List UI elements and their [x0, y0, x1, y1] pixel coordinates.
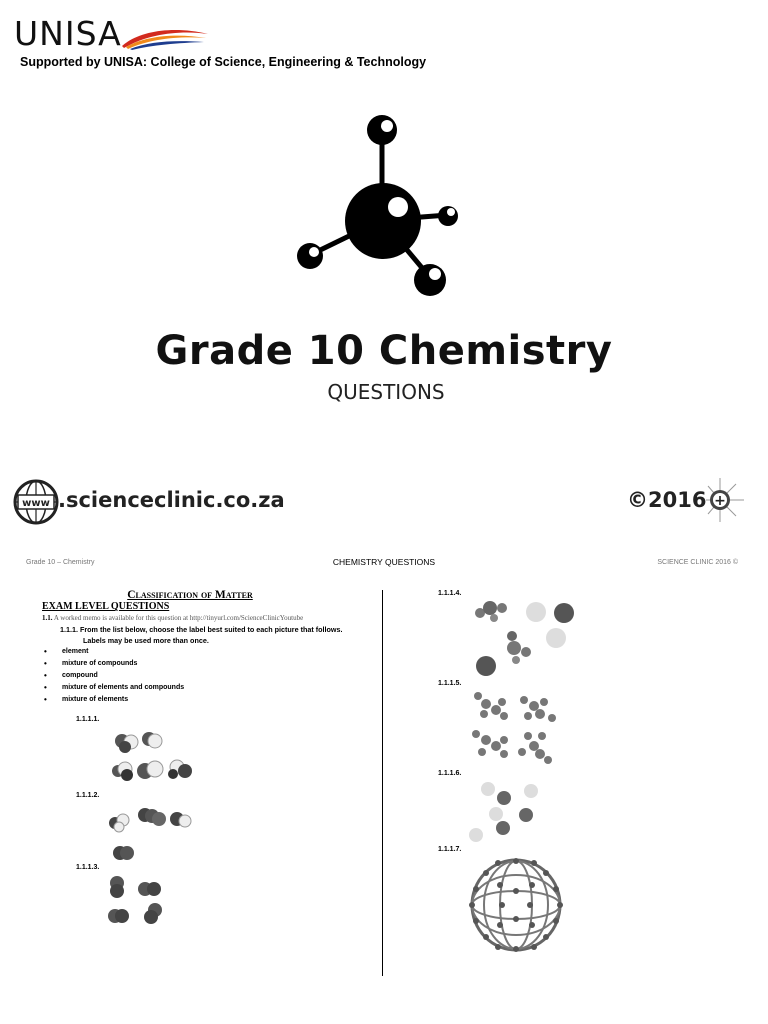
- header-left: Grade 10 – Chemistry: [26, 559, 95, 566]
- header-right: SCIENCE CLINIC 2016 ©: [657, 559, 738, 566]
- fullerene-picture: [466, 855, 566, 955]
- intro-number: 1.1.: [42, 614, 53, 622]
- header-center: CHEMISTRY QUESTIONS: [332, 557, 436, 567]
- molecule-icon: [290, 110, 470, 305]
- molecule-picture-5: [468, 688, 563, 770]
- cover-subtitle: QUESTIONS: [327, 380, 445, 404]
- question-intro: [42, 614, 303, 622]
- sub-question-label: 1.1.1.6.: [438, 770, 462, 777]
- sub-question-label: 1.1.1.3.: [76, 864, 100, 871]
- copyright-text: ©2016: [627, 488, 707, 512]
- option-item: • mixture of elements and compounds: [42, 682, 184, 694]
- sub-question-label: 1.1.1.7.: [438, 846, 462, 853]
- unisa-logo-text: UNISA: [14, 14, 122, 53]
- label-options-list: [42, 646, 184, 706]
- option-item: • compound: [42, 670, 184, 682]
- svg-text:+: +: [714, 493, 726, 509]
- question-line-1: From the list below, choose the label best suited to each picture that follows.: [79, 625, 343, 634]
- section-title: Classification of Matter: [127, 589, 253, 601]
- question-text: [60, 624, 380, 646]
- molecule-picture-1: [105, 727, 200, 787]
- globe-icon: [12, 478, 60, 526]
- molecule-picture-6: [468, 778, 543, 843]
- sub-question-label: 1.1.1.1.: [76, 716, 100, 723]
- science-clinic-logo-icon: [704, 476, 754, 524]
- sub-question-label: 1.1.1.4.: [438, 590, 462, 597]
- question-number: 1.1.1.: [60, 625, 78, 634]
- question-line-2: Labels may be used more than once.: [83, 636, 209, 645]
- supported-by-text: Supported by UNISA: College of Science, Engineering & Technology: [20, 55, 427, 69]
- molecule-picture-3: [105, 873, 175, 928]
- molecule-picture-2: [105, 803, 200, 865]
- intro-text[interactable]: A worked memo is available for this question at http://tinyurl.com/ScienceClinicYoutube: [53, 614, 304, 622]
- option-item: • mixture of elements: [42, 694, 184, 706]
- option-item: • mixture of compounds: [42, 658, 184, 670]
- www-badge: www: [22, 498, 50, 509]
- exam-level-heading: EXAM LEVEL QUESTIONS: [42, 601, 170, 612]
- sub-question-label: 1.1.1.5.: [438, 680, 462, 687]
- column-divider: [382, 590, 383, 976]
- cover-title: Grade 10 Chemistry: [155, 328, 613, 374]
- website-link[interactable]: .scienceclinic.co.za: [58, 488, 285, 512]
- sub-question-label: 1.1.1.2.: [76, 792, 100, 799]
- option-item: • element: [42, 646, 184, 658]
- unisa-logo-swoosh-icon: [120, 24, 210, 50]
- molecule-picture-4: [468, 598, 578, 680]
